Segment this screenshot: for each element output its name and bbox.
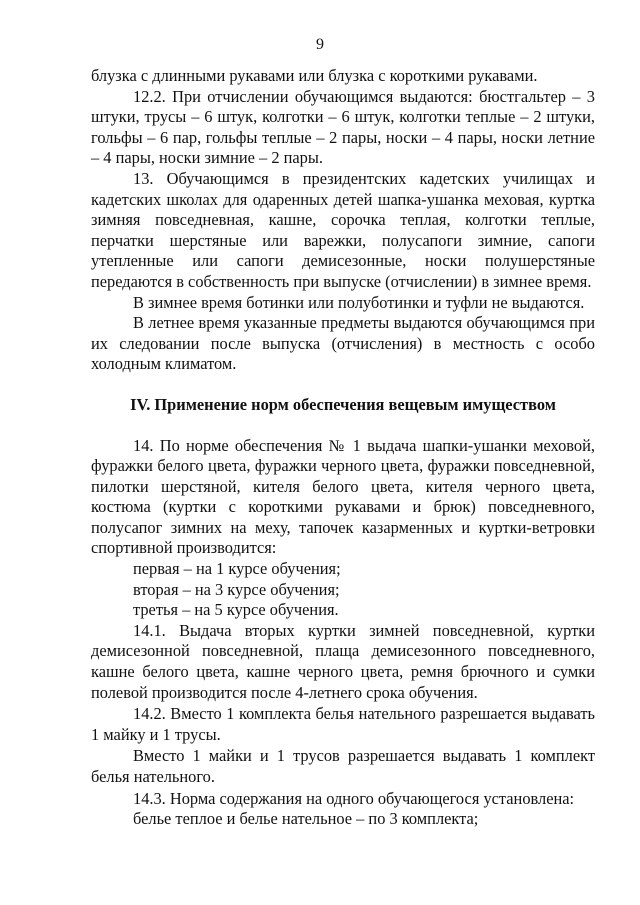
list-item-first: первая – на 1 курсе обучения;	[133, 559, 341, 579]
paragraph-summer-note: В летнее время указанные предметы выдаются обучающимся при их следовании после выпуска (отчисления) в местность с особо холодным климатом.	[91, 313, 595, 374]
paragraph-winter-note: В зимнее время ботинки или полуботинки и туфли не выдаются.	[133, 292, 585, 312]
page-number: 9	[316, 36, 324, 53]
paragraph-14-3: 14.3. Норма содержания на одного обучающегося установлена:	[133, 788, 575, 808]
paragraph-14-2: 14.2. Вместо 1 комплекта белья нательного разрешается выдавать 1 майку и 1 трусы.	[91, 704, 595, 744]
list-item-third: третья – на 5 курсе обучения.	[133, 600, 339, 620]
section-heading: IV. Применение норм обеспечения вещевым имуществом	[130, 394, 556, 414]
paragraph-12-2: 12.2. При отчислении обучающимся выдаются: бюстгальтер – 3 штуки, трусы – 6 штук, колготки – 6 штук, колготки теплые – 2 штуки, гольфы – 6 пар, гольфы теплые – 2 пары, носки – 4 пары, носки летние – 4 пары, носки зимние – 2 пары.	[91, 86, 595, 168]
paragraph-substitution: Вместо 1 майки и 1 трусов разрешается выдавать 1 комплект белья нательного.	[91, 746, 595, 786]
paragraph-14-1: 14.1. Выдача вторых куртки зимней повседневной, куртки демисезонной повседневной, плаща демисезонного повседневного, кашне белого цвета, кашне черного цвета, ремня брючного и сумки полевой производится после 4-летнего срока обучения.	[91, 620, 595, 702]
list-item-second: вторая – на 3 курсе обучения;	[133, 579, 340, 599]
paragraph-14: 14. По норме обеспечения № 1 выдача шапки-ушанки меховой, фуражки белого цвета, фуражки черного цвета, фуражки повседневной, пилотки шерстяной, кителя белого цвета, кителя черного цвета, костюма (куртки с короткими рукавами и брюк) повседневного, полусапог зимних на меху, тапочек казарменных и куртки-ветровки спортивной производится:	[91, 435, 595, 558]
paragraph-continuation: блузка с длинными рукавами или блузка с короткими рукавами.	[91, 66, 538, 85]
document-body	[91, 66, 595, 830]
paragraph-13: 13. Обучающимся в президентских кадетских училищах и кадетских школах для одаренных детей шапка-ушанка меховая, куртка зимняя повседневная, кашне, сорочка теплая, колготки теплые, перчатки шерстяные или варежки, полусапоги зимние, сапоги утепленные или сапоги демисезонные, носки полушерстяные передаются в собственность при выпуске (отчислении) в зимнее время.	[91, 168, 595, 291]
list-item-underwear: белье теплое и белье нательное – по 3 комплекта;	[133, 809, 479, 829]
